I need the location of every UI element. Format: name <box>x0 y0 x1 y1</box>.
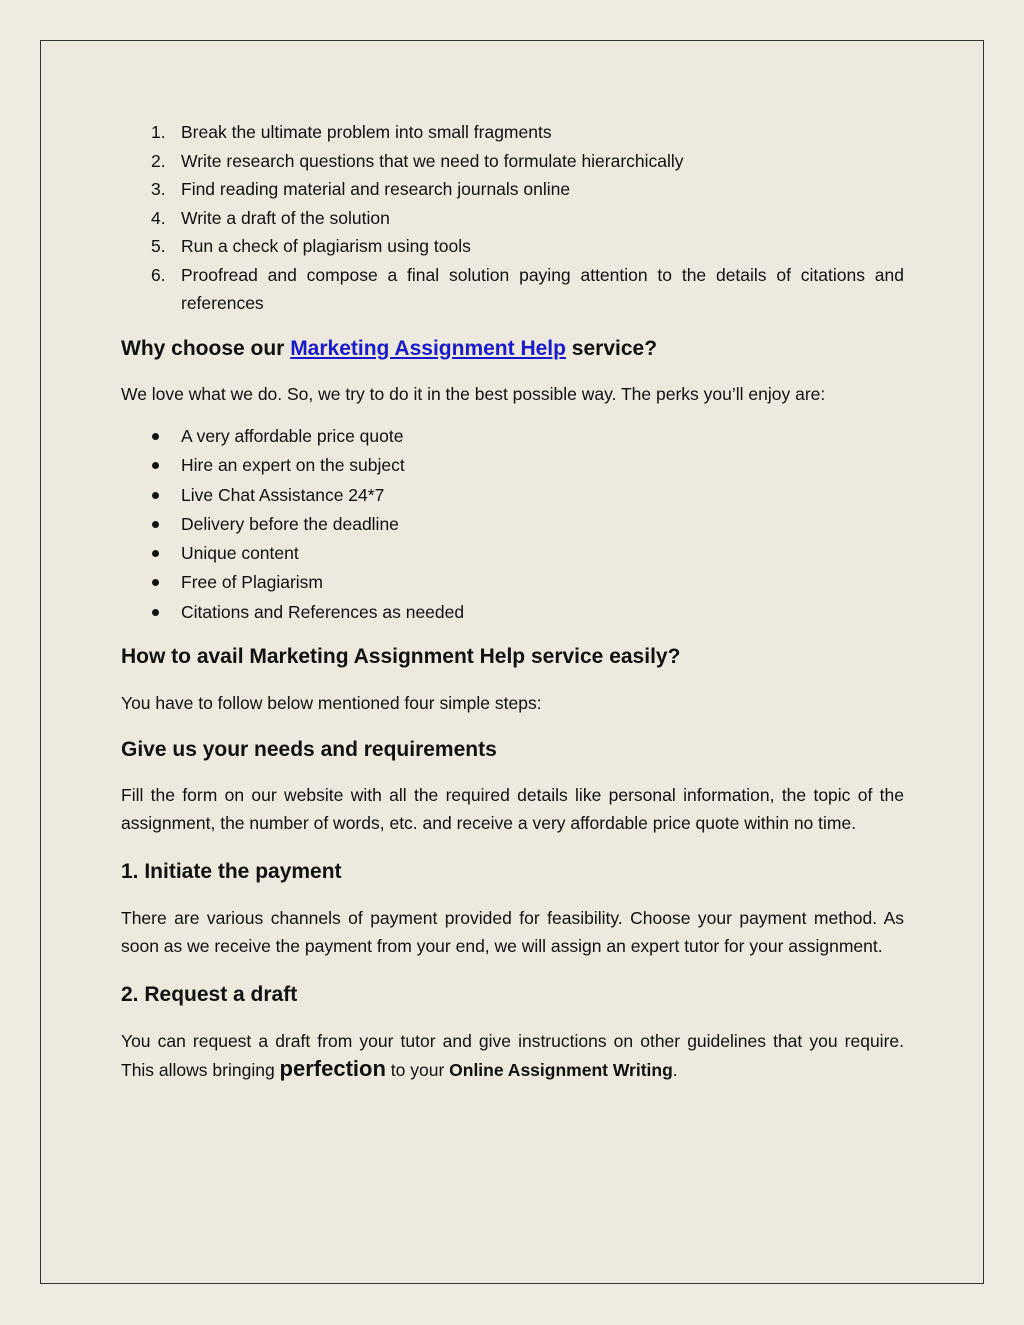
steps-list <box>121 118 904 318</box>
list-item-text: Citations and References as needed <box>181 601 465 622</box>
document-content <box>121 118 904 1085</box>
list-item-text: Unique content <box>181 543 299 564</box>
bullet-icon <box>152 609 159 616</box>
bullet-icon <box>152 550 159 557</box>
list-number: 6. <box>151 264 166 285</box>
list-item <box>121 481 904 510</box>
draft-text-part2: to your <box>385 1060 450 1081</box>
perks-intro: We love what we do. So, we try to do it in the best possible way. The perks you’ll enjoy are: <box>121 383 826 404</box>
online-assignment-writing-text: Online Assignment Writing <box>449 1060 673 1081</box>
how-to-avail-heading: How to avail Marketing Assignment Help service easily? <box>121 645 681 669</box>
draft-text-part1: You can request a draft from your tutor and give instructions on other guidelines that you require. This allows bringing <box>121 1030 904 1081</box>
list-item <box>121 539 904 568</box>
bullet-icon <box>152 433 159 440</box>
list-item <box>121 118 904 147</box>
list-item <box>121 598 904 627</box>
list-number: 2. <box>151 150 166 171</box>
list-number: 1. <box>151 122 166 142</box>
list-item <box>121 232 904 261</box>
bullet-icon <box>152 492 159 499</box>
list-item-text: Delivery before the deadline <box>181 513 399 534</box>
how-intro: You have to follow below mentioned four simple steps: <box>121 693 542 714</box>
request-draft-text <box>121 1027 904 1085</box>
heading-suffix: service? <box>565 336 658 360</box>
list-item <box>121 510 904 539</box>
list-item-text: Free of Plagiarism <box>181 572 323 593</box>
list-item-text: A very affordable price quote <box>181 426 404 446</box>
bullet-icon <box>152 462 159 469</box>
perfection-emphasis: perfection <box>279 1056 386 1082</box>
list-number: 4. <box>151 207 166 228</box>
list-item-text: Live Chat Assistance 24*7 <box>181 484 385 505</box>
give-requirements-heading: Give us your needs and requirements <box>121 737 497 761</box>
give-requirements-text: Fill the form on our website with all the required details like personal information, the topic of the assignment, the number of words, etc. and receive a very affordable price quote within no time. <box>121 784 904 834</box>
list-item <box>121 451 904 480</box>
initiate-payment-heading: 1. Initiate the payment <box>121 859 342 883</box>
why-choose-heading <box>121 334 904 364</box>
request-draft-heading: 2. Request a draft <box>121 982 298 1006</box>
list-item-text: Find reading material and research journals online <box>181 179 571 199</box>
list-item <box>121 147 904 176</box>
list-number: 5. <box>151 236 166 256</box>
list-item <box>121 175 904 204</box>
initiate-payment-text: There are various channels of payment provided for feasibility. Choose your payment method. As soon as we receive the payment from your end, we will assign an expert tutor for your assignment. <box>121 907 904 957</box>
bullet-icon <box>152 579 159 586</box>
list-item-text: Proofread and compose a final solution paying attention to the details of citations and references <box>181 264 904 313</box>
list-item-text: Break the ultimate problem into small fragments <box>181 122 552 142</box>
list-item <box>121 261 904 318</box>
list-number: 3. <box>151 179 166 199</box>
heading-prefix: Why choose our <box>121 336 291 360</box>
perks-list <box>121 422 904 627</box>
list-item-text: Write research questions that we need to formulate hierarchically <box>181 150 684 171</box>
list-item <box>121 422 904 451</box>
draft-text-end: . <box>672 1060 678 1081</box>
bullet-icon <box>152 521 159 528</box>
list-item-text: Run a check of plagiarism using tools <box>181 236 471 256</box>
marketing-assignment-help-link[interactable]: Marketing Assignment Help <box>290 336 566 360</box>
list-item <box>121 204 904 233</box>
list-item-text: Write a draft of the solution <box>181 207 390 228</box>
list-item <box>121 568 904 597</box>
list-item-text: Hire an expert on the subject <box>181 455 405 476</box>
